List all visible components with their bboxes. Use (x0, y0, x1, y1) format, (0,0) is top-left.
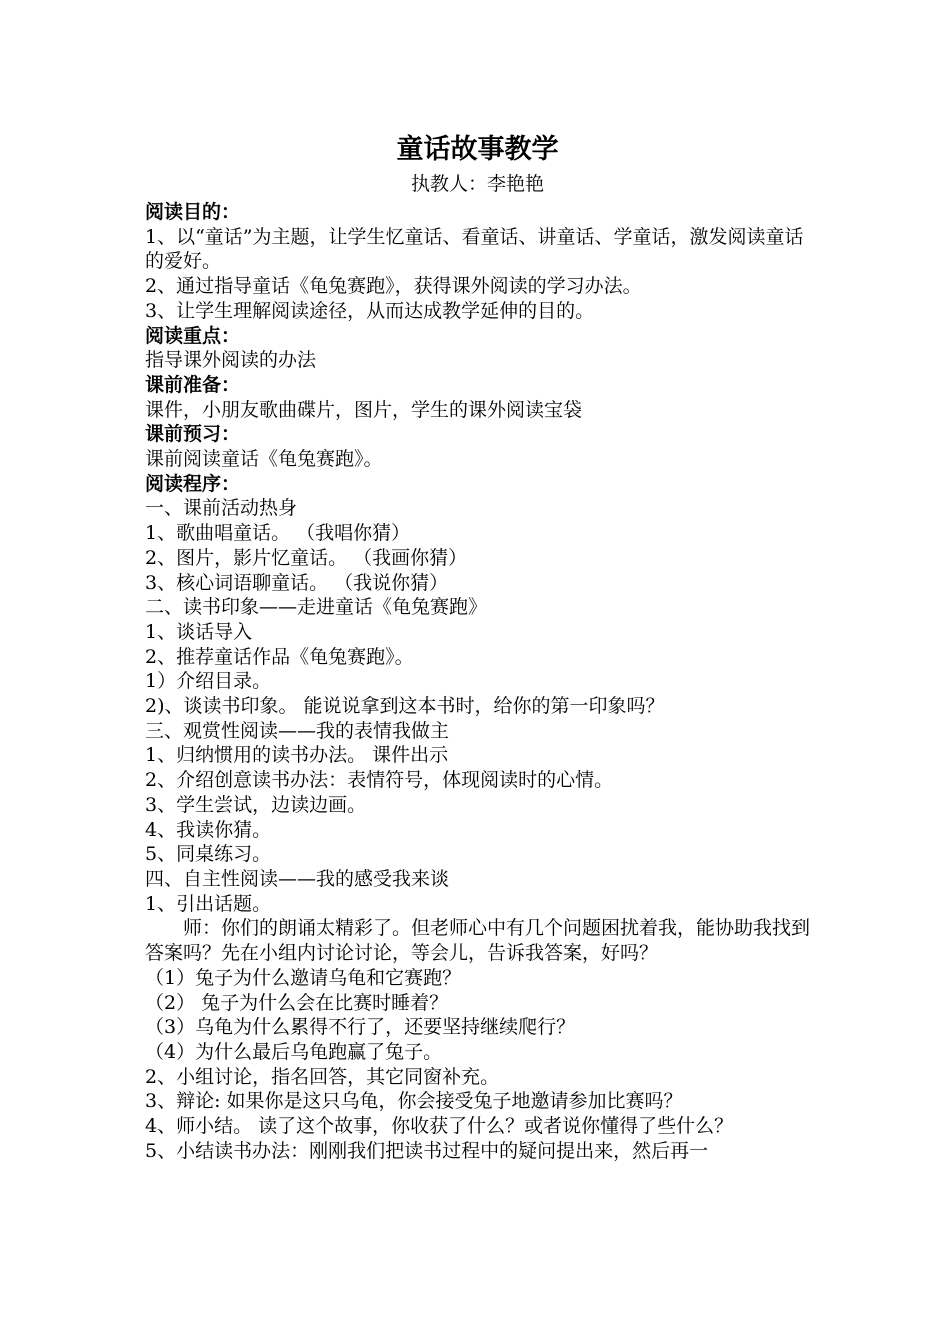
text-line: 课前阅读童话《龟兔赛跑》。 (145, 448, 383, 471)
text-line: 4、我读你猜。 (145, 818, 272, 841)
document-lines (145, 200, 810, 1163)
section-heading: 课前准备： (145, 373, 241, 396)
text-line: （4）为什么最后乌龟跑赢了兔子。 (145, 1040, 443, 1063)
text-line: 2、介绍创意读书办法：表情符号，体现阅读时的心情。 (145, 769, 614, 792)
text-line: 3、核心词语聊童话。 （我说你猜） (145, 571, 449, 594)
text-line: 3、学生尝试，边读边画。 (145, 793, 367, 816)
text-line: 三、观赏性阅读——我的表情我做主 (145, 719, 450, 742)
text-line: 四、自主性阅读——我的感受我来谈 (145, 867, 450, 890)
text-line: 2)、谈读书印象。 能说说拿到这本书时，给你的第一印象吗？ (145, 695, 665, 718)
document-title: 童话故事教学 (396, 134, 559, 165)
text-line: 师：你们的朗诵太精彩了。但老师心中有几个问题困扰着我，能协助我找到答案吗？先在小组内讨论讨论，等会儿，告诉我答案，好吗？ (145, 917, 811, 965)
text-line: 4、师小结。 读了这个故事，你收获了什么？或者说你懂得了些什么？ (145, 1115, 734, 1138)
section-heading: 阅读程序： (145, 472, 241, 495)
text-line: 3、让学生理解阅读途径，从而达成教学延伸的目的。 (145, 299, 595, 322)
text-line: 2、推荐童话作品《龟兔赛跑》。 (145, 645, 414, 668)
teacher-name: 执教人：李艳艳 (410, 173, 544, 195)
section-heading: 阅读目的： (145, 201, 241, 223)
text-line: 1、归纳惯用的读书办法。 课件出示 (145, 744, 449, 767)
text-line: 2、小组讨论，指名回答，其它同窗补充。 (145, 1065, 500, 1088)
text-line: 1、以“童话”为主题，让学生忆童话、看童话、讲童话、学童话，激发阅读童话的爱好。 (145, 225, 804, 273)
text-line: 课件，小朋友歌曲碟片，图片，学生的课外阅读宝袋 (145, 398, 583, 421)
document-body (145, 131, 810, 1163)
text-line: 5、同桌练习。 (145, 843, 272, 866)
text-line: 5、小结读书办法：刚刚我们把读书过程中的疑问提出来，然后再一 (145, 1139, 709, 1162)
section-heading: 阅读重点： (145, 324, 241, 347)
text-line: 2、图片，影片忆童话。 （我画你猜） (145, 546, 468, 569)
text-line: （3）乌龟为什么累得不行了，还要坚持继续爬行？ (145, 1016, 576, 1039)
section-heading: 课前预习： (145, 423, 241, 446)
text-line: 一、课前活动热身 (145, 497, 298, 520)
text-line: 二、读书印象——走进童话《龟兔赛跑》 (145, 596, 488, 619)
text-line: 2、通过指导童话《龟兔赛跑》，获得课外阅读的学习办法。 (145, 275, 642, 298)
text-line: 1、歌曲唱童话。 （我唱你猜） (145, 522, 411, 545)
text-line: 3、辩论: 如果你是这只乌龟，你会接受兔子地邀请参加比赛吗？ (145, 1090, 683, 1113)
text-line: 指导课外阅读的办法 (145, 349, 317, 372)
text-line: （2） 兔子为什么会在比赛时睡着？ (145, 991, 449, 1014)
text-line: （1）兔子为什么邀请乌龟和它赛跑？ (145, 966, 462, 989)
text-line: 1）介绍目录。 (145, 670, 272, 693)
text-line: 1、引出话题。 (145, 892, 272, 915)
text-line: 1、谈话导入 (145, 620, 253, 643)
